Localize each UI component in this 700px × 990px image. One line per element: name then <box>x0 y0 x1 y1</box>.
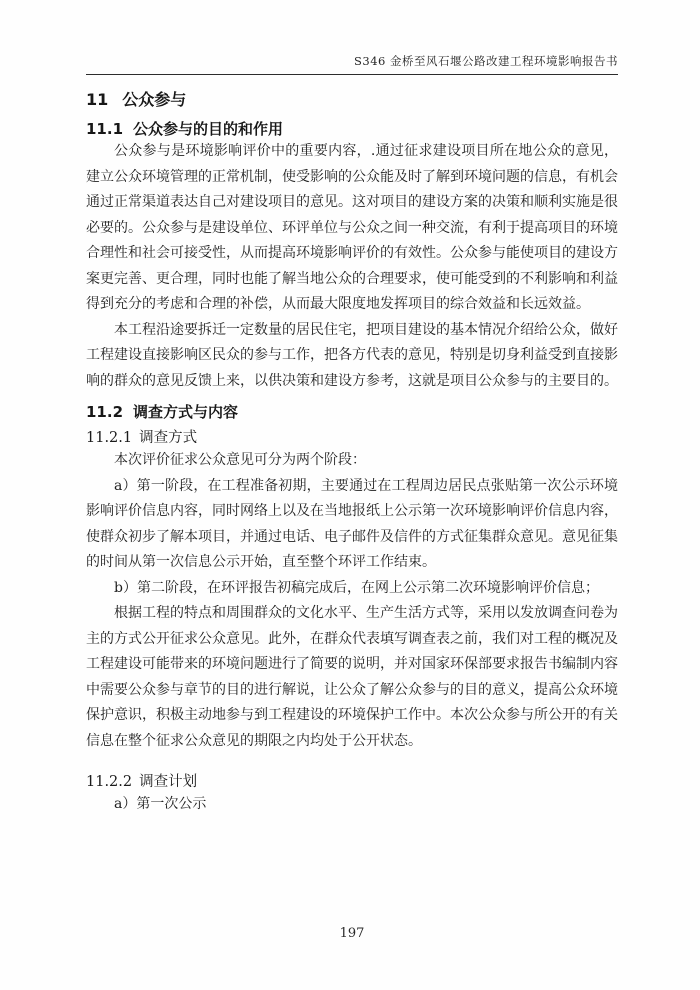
section-11-1-title: 公众参与的目的和作用 <box>133 120 284 138</box>
page-content <box>86 0 618 818</box>
paragraph-first-notice: a）第一次公示 <box>114 796 207 812</box>
chapter-title: 公众参与 <box>122 90 187 109</box>
subsection-11-2-2-title: 调查计划 <box>139 774 198 790</box>
page-number: 197 <box>339 926 365 941</box>
section-heading-11-1 <box>86 119 618 139</box>
running-header <box>86 54 618 68</box>
paragraph-purpose-2: 本工程沿途要拆迁一定数量的居民住宅，把项目建设的基本情况介绍给公众，做好工程建设直接影响区民众的参与工作，把各方代表的意见，特别是切身利益受到直接影响的群众的意见反馈上来，以供决策和建设方参考，这就是项目公众参与的主要目的。 <box>86 321 618 389</box>
subsection-11-2-1-number: 11.2.1 <box>86 430 133 446</box>
paragraph-stage-a: a）第一阶段，在工程准备初期，主要通过在工程周边居民点张贴第一次公示环境影响评价信息内容，同时网络上以及在当地报纸上公示第一次环境影响评价信息内容，使群众初步了解本项目，并通过电话、电子邮件及信件的方式征集群众意见。意见征集的时间从第一次信息公示开始，直至整个环评工作结束。 <box>86 477 618 570</box>
paragraph-stages-intro: 本次评价征求公众意见可分为两个阶段： <box>114 452 366 468</box>
section-11-2-number: 11.2 <box>86 403 124 421</box>
chapter-heading <box>86 90 618 110</box>
chapter-number: 11 <box>86 90 109 109</box>
section-heading-11-2 <box>86 402 618 422</box>
subsection-heading-11-2-2 <box>86 772 618 792</box>
running-header-title: S346 金桥至风石堰公路改建工程环境影响报告书 <box>354 54 618 68</box>
subsection-11-2-1-title: 调查方式 <box>139 430 198 446</box>
paragraph-questionnaire: 根据工程的特点和周围群众的文化水平、生产生活方式等，采用以发放调查问卷为主的方式公开征求公众意见。此外，在群众代表填写调查表之前，我们对工程的概况及工程建设可能带来的环境问题进行了简要的说明，并对国家环保部要求报告书编制内容中需要公众参与章节的目的进行解说，让公众了解公众参与的目的意义，提高公众环境保护意识，积极主动地参与到工程建设的环境保护工作中。本次公众参与所公开的有关信息在整个征求公众意见的期限之内均处于公开状态。 <box>86 605 618 749</box>
paragraph-stage-b: b）第二阶段，在环评报告初稿完成后，在网上公示第二次环境影响评价信息； <box>114 579 599 596</box>
section-11-1-number: 11.1 <box>86 120 124 138</box>
header-rule <box>86 74 618 75</box>
section-11-2-title: 调查方式与内容 <box>133 403 239 421</box>
page-footer <box>86 925 618 942</box>
paragraph-purpose-1: 公众参与是环境影响评价中的重要内容，.通过征求建设项目所在地公众的意见，建立公众环境管理的正常机制，使受影响的公众能及时了解到环境问题的信息，有机会通过正常渠道表达自己对建设项目的意见。这对项目的建设方案的决策和顺利实施是很必要的。公众参与是建设单位、环评单位与公众之间一种交流，有利于提高项目的环境合理性和社会可接受性，从而提高环境影响评价的有效性。公众参与能使项目的建设方案更完善、更合理，同时也能了解当地公众的合理要求，使可能受到的不利影响和利益得到充分的考虑和合理的补偿，从而最大限度地发挥项目的综合效益和长远效益。 <box>86 143 618 312</box>
subsection-11-2-2-number: 11.2.2 <box>86 774 133 790</box>
subsection-heading-11-2-1 <box>86 428 618 448</box>
